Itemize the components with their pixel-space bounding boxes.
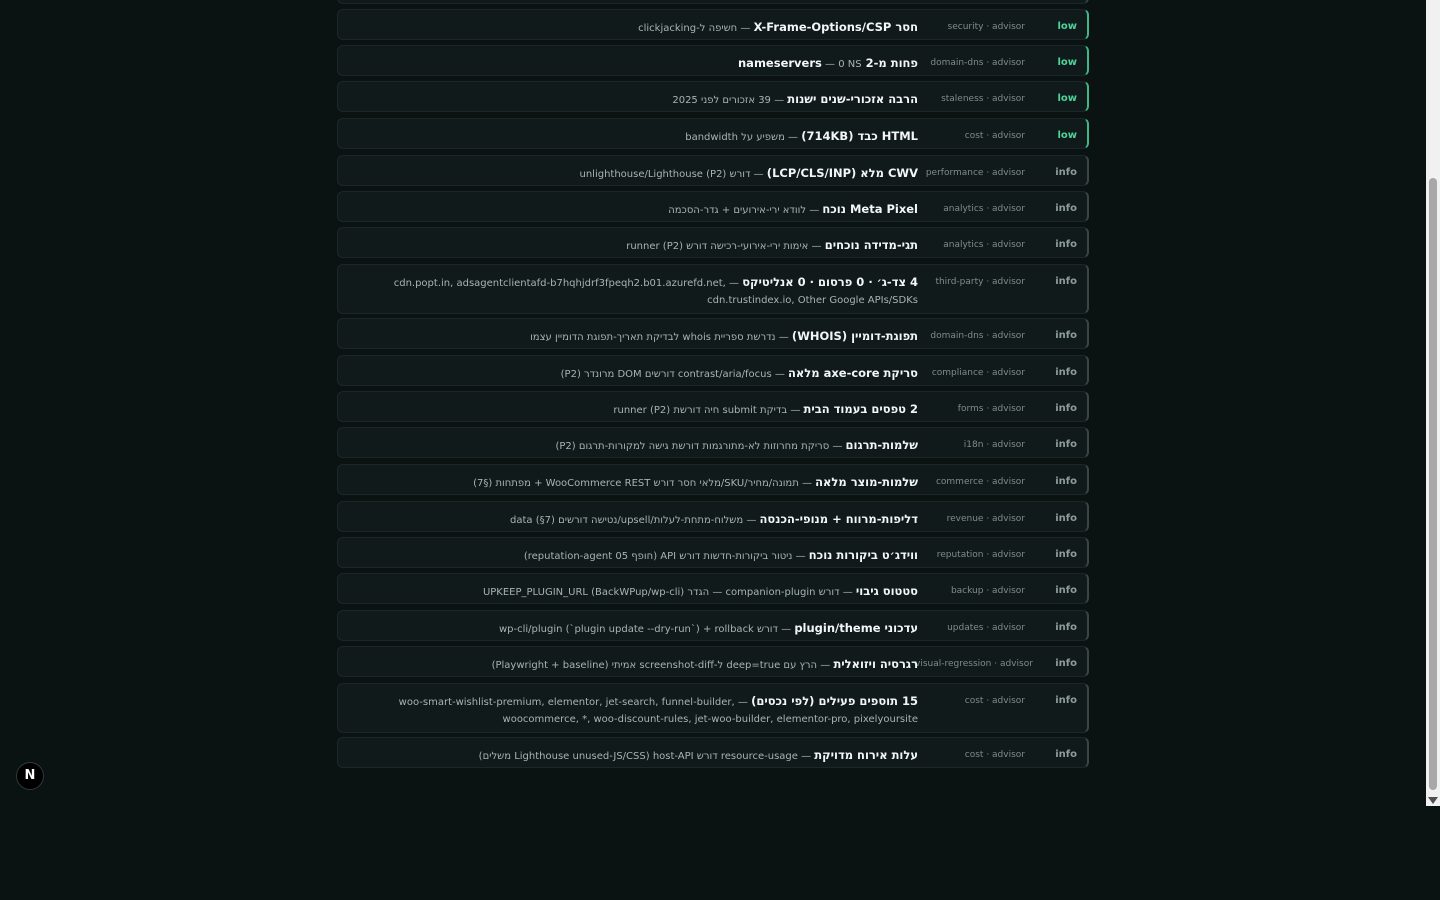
finding-text (354, 583, 918, 601)
finding-row[interactable] (337, 45, 1089, 76)
finding-detail: — משפיע על bandwidth (685, 132, 802, 143)
category-label: cost · advisor (964, 131, 1025, 141)
finding-title: שלמות-מוצר מלאה (815, 475, 918, 489)
finding-title: ווידג׳ט ביקורות נוכח (808, 548, 918, 562)
category-label: analytics · advisor (943, 240, 1025, 250)
category-label: cost · advisor (964, 750, 1025, 760)
finding-title: רגרסיה ויזואלית (833, 657, 918, 671)
finding-title: HTML כבד (714KB) (801, 129, 918, 143)
finding-title: עדכוני plugin/theme (794, 621, 918, 635)
finding-detail: — contrast/aria/focus דורשים DOM מרונדר (P2) (560, 369, 789, 380)
finding-text (354, 474, 918, 492)
category-label: security · advisor (947, 22, 1025, 32)
severity-label: info (1055, 695, 1077, 706)
finding-row[interactable] (337, 191, 1089, 222)
severity-label: low (1057, 130, 1077, 141)
category-label: cost · advisor (964, 696, 1025, 706)
severity-label: info (1055, 658, 1077, 669)
finding-text (354, 511, 918, 529)
finding-row[interactable] (337, 9, 1089, 40)
finding-row[interactable] (337, 501, 1089, 532)
finding-text (354, 547, 918, 565)
category-label: third-party · advisor (935, 277, 1025, 287)
scroll-down-arrow-icon[interactable] (1428, 797, 1438, 804)
finding-text (354, 401, 918, 419)
finding-detail: — לוודא ירי-אירועים + גדר-הסכמה (668, 205, 823, 216)
finding-row[interactable] (337, 683, 1089, 733)
finding-text (354, 274, 918, 309)
finding-row[interactable] (337, 391, 1089, 422)
finding-title: דליפות-מרווח + מנופי-הכנסה (759, 512, 918, 526)
finding-row[interactable] (337, 573, 1089, 604)
finding-row[interactable] (337, 264, 1089, 314)
finding-detail: — ניטור ביקורות-חדשות דורש API (חופף 05 reputation-agent) (523, 551, 809, 562)
finding-text (354, 237, 918, 255)
category-label: compliance · advisor (931, 368, 1025, 378)
severity-label: info (1055, 203, 1077, 214)
finding-row[interactable] (337, 155, 1089, 186)
finding-row[interactable] (337, 610, 1089, 641)
finding-title: הרבה אזכורי-שנים ישנות (787, 92, 918, 106)
severity-label: info (1055, 585, 1077, 596)
finding-text (354, 620, 918, 638)
finding-title: CWV מלא (LCP/CLS/INP) (766, 166, 918, 180)
finding-detail: — הרץ עם deep=true ל-screenshot-diff אמיתי (Playwright + baseline) (491, 660, 834, 671)
finding-title: תפוגת-דומיין (WHOIS) (791, 329, 918, 343)
severity-label: info (1055, 367, 1077, 378)
severity-label: low (1057, 93, 1077, 104)
severity-label: info (1055, 276, 1077, 287)
severity-label: info (1055, 403, 1077, 414)
finding-text (354, 747, 918, 765)
finding-text (354, 55, 918, 73)
finding-text (354, 128, 918, 146)
partial-finding-card (337, 0, 1089, 4)
finding-detail: — דורש companion-plugin — הגדר UPKEEP_PLUGIN_URL (BackWPup/wp-cli) (482, 587, 856, 598)
severity-label: info (1055, 476, 1077, 487)
finding-row[interactable] (337, 227, 1089, 258)
severity-label: info (1055, 622, 1077, 633)
finding-title: Meta Pixel נוכח (822, 202, 918, 216)
next-dev-badge[interactable]: N (16, 762, 44, 790)
finding-row[interactable] (337, 464, 1089, 495)
severity-label: info (1055, 167, 1077, 178)
finding-title: 4 צד-ג׳ · 0 פרסום · 0 אנליטיקס (742, 275, 918, 289)
finding-title: פחות מ-2 nameservers (738, 56, 918, 70)
finding-text (354, 201, 918, 219)
finding-row[interactable] (337, 537, 1089, 568)
finding-detail: — תמונה/מחיר/SKU/מלאי חסר דורש WooCommerce REST + מפתחות (§7) (473, 478, 816, 489)
finding-title: סריקת axe-core מלאה (788, 366, 918, 380)
finding-row[interactable] (337, 318, 1089, 349)
finding-title: חסר X-Frame-Options/CSP (753, 20, 918, 34)
finding-detail: — cdn.popt.in, adsagentclientafd-b7hqhjdrf3fpeqh2.b01.azurefd.net, cdn.trustindex.io, Other Google APIs/SDKs (393, 278, 918, 306)
category-label: forms · advisor (957, 404, 1025, 414)
category-label: domain-dns · advisor (930, 331, 1025, 341)
finding-row[interactable] (337, 118, 1089, 149)
category-label: staleness · advisor (941, 94, 1025, 104)
finding-title: 2 טפסים בעמוד הבית (803, 402, 918, 416)
category-label: i18n · advisor (963, 440, 1025, 450)
category-label: performance · advisor (925, 168, 1025, 178)
severity-label: info (1055, 749, 1077, 760)
severity-label: low (1057, 57, 1077, 68)
finding-detail: — חשיפה ל-clickjacking (638, 23, 754, 34)
finding-text (354, 19, 918, 37)
category-label: revenue · advisor (946, 514, 1025, 524)
finding-text (354, 693, 918, 728)
category-label: reputation · advisor (936, 550, 1025, 560)
finding-text (354, 656, 918, 674)
finding-detail: — 39 אזכורים לפני 2025 (672, 95, 788, 106)
finding-row[interactable] (337, 81, 1089, 112)
severity-label: low (1057, 21, 1077, 32)
severity-label: info (1055, 330, 1077, 341)
severity-label: info (1055, 513, 1077, 524)
finding-text (354, 437, 918, 455)
finding-detail: — נדרשת ספריית whois לבדיקת תאריך-תפוגת הדומיין עצמו (530, 332, 792, 343)
finding-detail: — 0 NS (821, 59, 862, 70)
finding-detail: — בדיקת submit חיה דורשת runner (P2) (613, 405, 804, 416)
category-label: commerce · advisor (935, 477, 1025, 487)
finding-detail: — דורש wp-cli/plugin (`plugin update --dry-run`) + rollback (498, 624, 795, 635)
finding-title: עלות אירוח מדויקת (814, 748, 918, 762)
finding-row[interactable] (337, 646, 1089, 677)
finding-detail: — resource-usage דורש host-API (Lighthouse unused-JS/CSS משלים) (478, 751, 815, 762)
finding-row[interactable] (337, 737, 1089, 768)
finding-detail: — woo-smart-wishlist-premium, elementor, jet-search, funnel-builder, woocommerce, *, woo-discount-rules, jet-woo-builder, elementor-pro, pixelyoursite (398, 697, 918, 725)
scrollbar-thumb[interactable] (1429, 178, 1437, 790)
finding-detail: — אימות ירי-אירועי-רכישה דורש runner (P2) (626, 241, 825, 252)
category-label: backup · advisor (950, 586, 1025, 596)
severity-label: info (1055, 439, 1077, 450)
finding-title: שלמות-תרגום (845, 438, 918, 452)
finding-detail: — סריקת מחרוזות לא-מתורגמות דורשת גישה למקורות-תרגום (P2) (555, 441, 846, 452)
finding-title: תגי-מדידה נוכחים (824, 238, 918, 252)
category-label: analytics · advisor (943, 204, 1025, 214)
finding-text (354, 165, 918, 183)
finding-title: סטטוס גיבוי (855, 584, 918, 598)
category-label: visual-regression · advisor (915, 659, 1033, 669)
finding-title: 15 תוספים פעילים (לפי נכסים) (751, 694, 918, 708)
category-label: domain-dns · advisor (930, 58, 1025, 68)
category-label: updates · advisor (947, 623, 1025, 633)
finding-text (354, 91, 918, 109)
finding-text (354, 328, 918, 346)
finding-text (354, 365, 918, 383)
finding-row[interactable] (337, 427, 1089, 458)
finding-detail: — משלוח-מתחת-לעלות/upsell/נטישה דורשים data (§7) (510, 515, 760, 526)
finding-row[interactable] (337, 355, 1089, 386)
severity-label: info (1055, 549, 1077, 560)
finding-detail: — דורש unlighthouse/Lighthouse (P2) (579, 169, 767, 180)
vertical-scrollbar[interactable] (1426, 0, 1440, 806)
severity-label: info (1055, 239, 1077, 250)
